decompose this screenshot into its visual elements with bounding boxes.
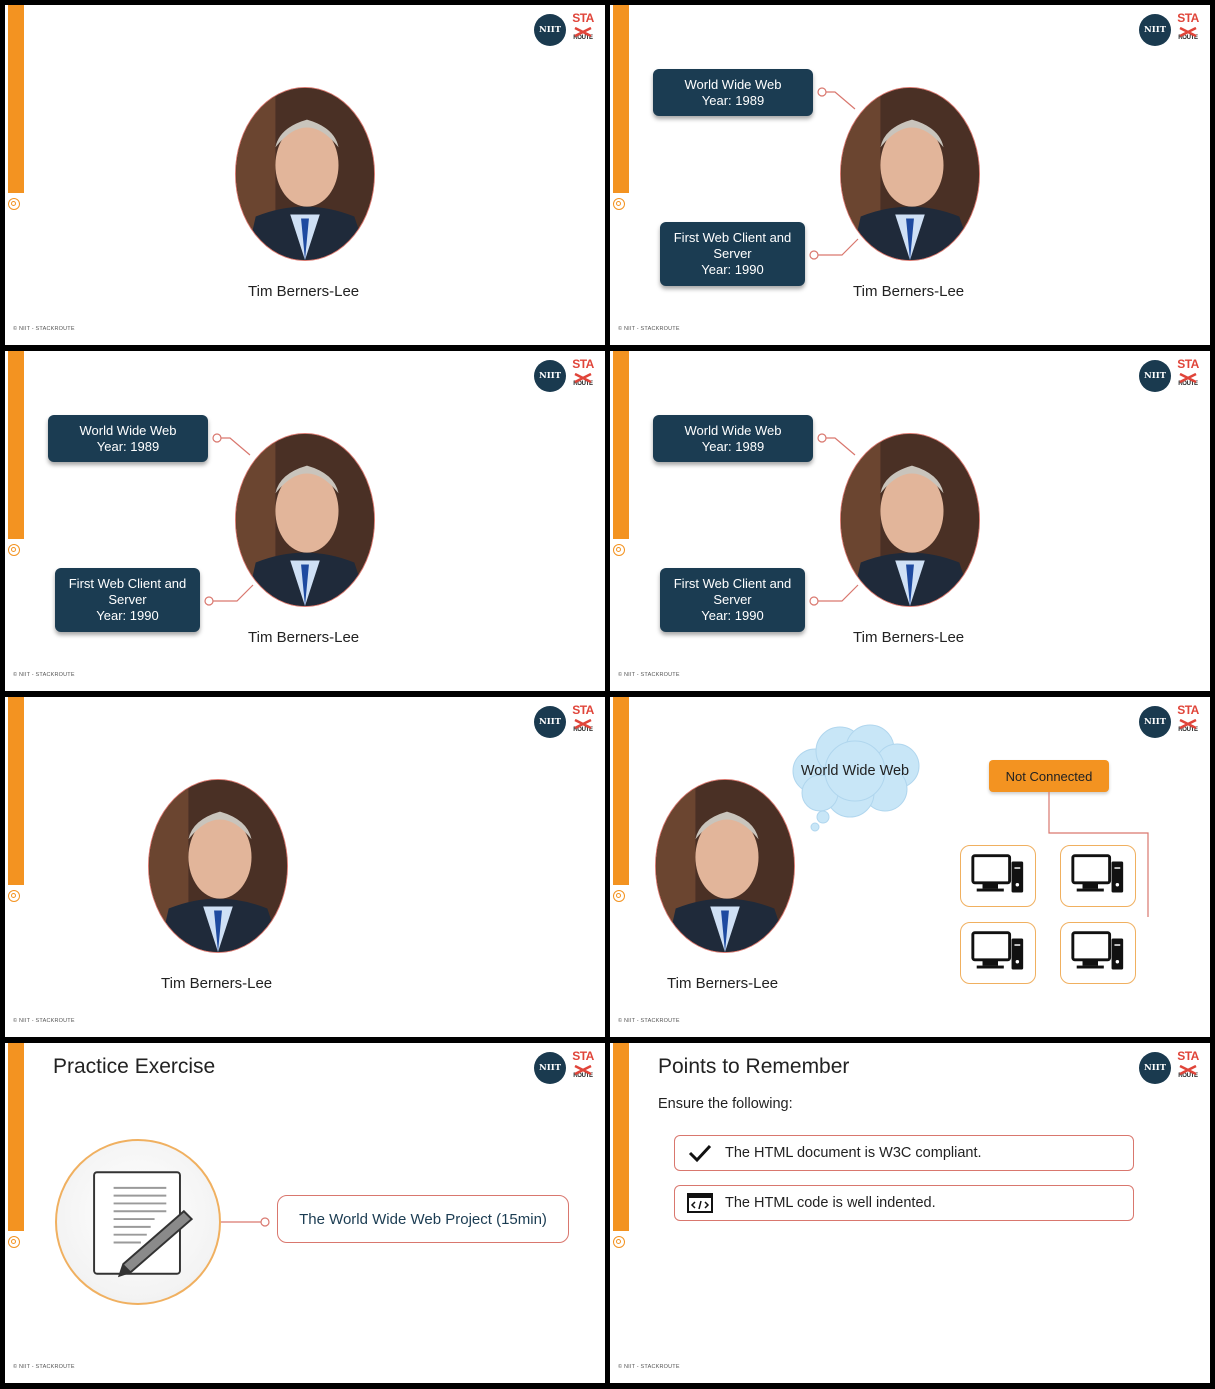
accent-bar	[613, 1043, 629, 1231]
stackroute-logo: STA ROUTE	[1177, 1049, 1199, 1079]
stackroute-logo: STA ROUTE	[1177, 11, 1199, 41]
info-box-www: World Wide Web Year: 1989	[653, 415, 813, 462]
computer-icon	[960, 845, 1036, 907]
slide-7	[5, 1043, 605, 1383]
info-box-first-client: First Web Client and Server Year: 1990	[55, 568, 200, 632]
stackroute-logo: STA ROUTE	[1177, 357, 1199, 387]
niit-logo: NIIT	[1139, 1052, 1171, 1084]
target-icon	[8, 544, 20, 556]
exercise-box[interactable]: The World Wide Web Project (15min)	[277, 1195, 569, 1243]
slide-2	[610, 5, 1210, 345]
cloud-label: World Wide Web	[800, 763, 910, 779]
stackroute-logo: STA ROUTE	[1177, 703, 1199, 733]
accent-bar	[8, 1043, 24, 1231]
portrait-photo	[840, 433, 980, 607]
code-window-icon	[675, 1192, 725, 1214]
info-box-first-client: First Web Client and Server Year: 1990	[660, 568, 805, 632]
point-row	[674, 1135, 1134, 1171]
portrait-photo	[840, 87, 980, 261]
footer-copyright: © NIIT - STACKROUTE	[618, 1018, 680, 1024]
slide-title: Practice Exercise	[53, 1055, 216, 1078]
stackroute-logo: STA ROUTE	[572, 11, 594, 41]
target-icon	[613, 1236, 625, 1248]
target-icon	[613, 890, 625, 902]
portrait-caption: Tim Berners-Lee	[667, 975, 779, 992]
niit-logo: NIIT	[534, 14, 566, 46]
computer-icon	[960, 922, 1036, 984]
accent-bar	[8, 5, 24, 193]
target-icon	[8, 198, 20, 210]
slide-1	[5, 5, 605, 345]
slide-6	[610, 697, 1210, 1037]
info-box-www: World Wide Web Year: 1989	[48, 415, 208, 462]
target-icon	[613, 544, 625, 556]
slide-5	[5, 697, 605, 1037]
slide-3	[5, 351, 605, 691]
footer-copyright: © NIIT - STACKROUTE	[13, 672, 75, 678]
accent-bar	[8, 697, 24, 885]
point-text: The HTML document is W3C compliant.	[725, 1145, 982, 1161]
portrait-caption: Tim Berners-Lee	[248, 629, 360, 646]
footer-copyright: © NIIT - STACKROUTE	[618, 1364, 680, 1370]
info-box-www: World Wide Web Year: 1989	[653, 69, 813, 116]
footer-copyright: © NIIT - STACKROUTE	[13, 1018, 75, 1024]
accent-bar	[613, 697, 629, 885]
point-text: The HTML code is well indented.	[725, 1195, 936, 1211]
slide-title: Points to Remember	[658, 1055, 850, 1078]
intro-text: Ensure the following:	[658, 1096, 793, 1112]
checkmark-icon	[675, 1143, 725, 1163]
slide-4	[610, 351, 1210, 691]
computer-icon	[1060, 922, 1136, 984]
accent-bar	[613, 351, 629, 539]
not-connected-label: Not Connected	[989, 760, 1109, 792]
portrait-caption: Tim Berners-Lee	[161, 975, 273, 992]
portrait-caption: Tim Berners-Lee	[248, 283, 360, 300]
portrait-caption: Tim Berners-Lee	[853, 629, 965, 646]
accent-bar	[8, 351, 24, 539]
point-row	[674, 1185, 1134, 1221]
portrait-photo	[148, 779, 288, 953]
niit-logo: NIIT	[534, 1052, 566, 1084]
portrait-photo	[235, 87, 375, 261]
target-icon	[8, 890, 20, 902]
stackroute-logo: STA ROUTE	[572, 703, 594, 733]
target-icon	[8, 1236, 20, 1248]
niit-logo: NIIT	[1139, 706, 1171, 738]
slide-8	[610, 1043, 1210, 1383]
portrait-photo	[655, 779, 795, 953]
computer-icon	[1060, 845, 1136, 907]
portrait-photo	[235, 433, 375, 607]
stackroute-logo: STA ROUTE	[572, 1049, 594, 1079]
niit-logo: NIIT	[1139, 360, 1171, 392]
portrait-caption: Tim Berners-Lee	[853, 283, 965, 300]
footer-copyright: © NIIT - STACKROUTE	[618, 326, 680, 332]
niit-logo: NIIT	[534, 360, 566, 392]
niit-logo: NIIT	[1139, 14, 1171, 46]
stackroute-logo: STA ROUTE	[572, 357, 594, 387]
footer-copyright: © NIIT - STACKROUTE	[13, 1364, 75, 1370]
footer-copyright: © NIIT - STACKROUTE	[13, 326, 75, 332]
notepad-pencil-icon	[55, 1139, 221, 1305]
info-box-first-client: First Web Client and Server Year: 1990	[660, 222, 805, 286]
footer-copyright: © NIIT - STACKROUTE	[618, 672, 680, 678]
niit-logo: NIIT	[534, 706, 566, 738]
accent-bar	[613, 5, 629, 193]
target-icon	[613, 198, 625, 210]
